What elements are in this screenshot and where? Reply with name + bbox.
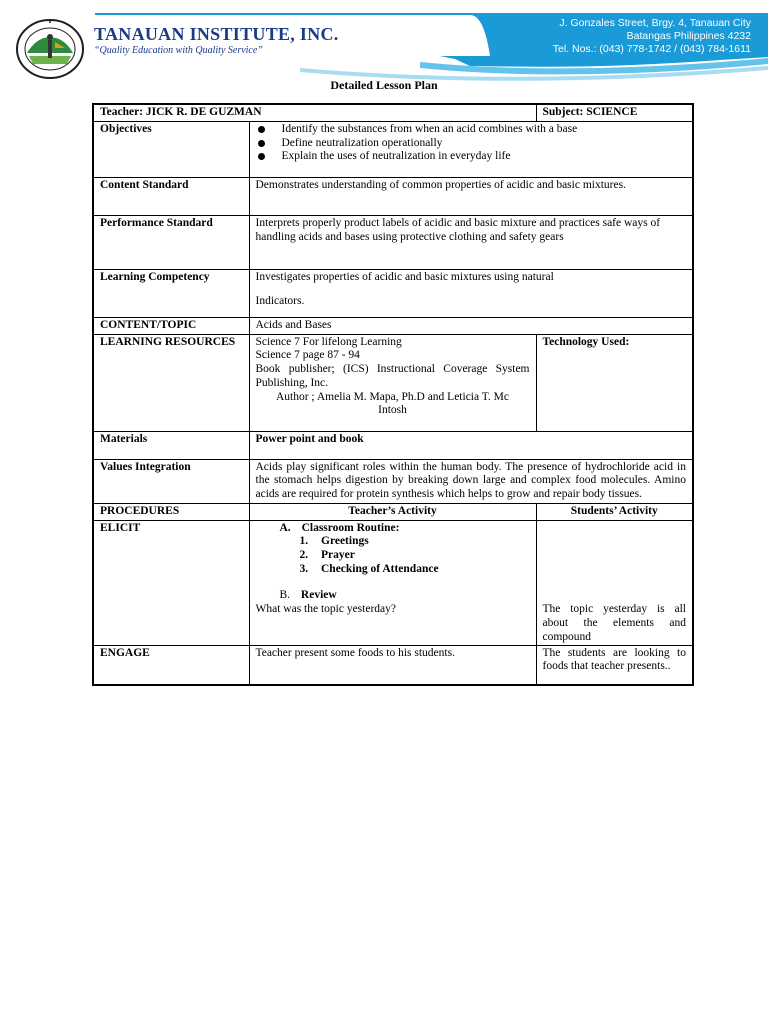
content-standard-text: Demonstrates understanding of common properties of acidic and basic mixtures. [249, 178, 693, 216]
item-marker: 3. [299, 562, 309, 575]
content-topic-label: CONTENT/TOPIC [93, 318, 249, 335]
teacher-activity-header: Teacher’s Activity [249, 503, 536, 520]
content-topic-text: Acids and Bases [249, 318, 693, 335]
objective-item: Define neutralization operationally [256, 137, 687, 151]
engage-row [93, 645, 693, 685]
objectives-row [93, 122, 693, 178]
routine-item-text: Checking of Attendance [321, 562, 439, 575]
objectives-label: Objectives [93, 122, 249, 178]
performance-standard-row [93, 216, 693, 270]
letterhead [0, 0, 768, 84]
document-title: Detailed Lesson Plan [330, 78, 438, 92]
address-line-1: J. Gonzales Street, Brgy. 4, Tanauan City [559, 17, 751, 29]
item-marker: B. [279, 589, 291, 602]
subject-cell: Subject: SCIENCE [536, 104, 693, 122]
procedures-header-row [93, 503, 693, 520]
engage-teacher-text: Teacher present some foods to his students. [249, 645, 536, 685]
learning-resources-cell [249, 334, 536, 431]
elicit-teacher-cell [249, 520, 536, 645]
elicit-student-answer: The topic yesterday is all about the elements and compound [536, 520, 693, 645]
materials-label: Materials [93, 431, 249, 459]
contact-block [553, 17, 751, 56]
content-standard-row [93, 178, 693, 216]
learning-resources-label: LEARNING RESOURCES [93, 334, 249, 431]
classroom-routine-heading [256, 522, 530, 536]
resource-publisher: Book publisher; (ICS) Instructional Coverage System Publishing, Inc. [255, 363, 530, 389]
students-activity-header: Students’ Activity [536, 503, 693, 520]
materials-text: Power point and book [249, 431, 693, 459]
teacher-cell: Teacher: JICK R. DE GUZMAN [93, 104, 536, 122]
learning-resources-row [93, 334, 693, 431]
objectives-cell [249, 122, 693, 178]
review-question: What was the topic yesterday? [255, 603, 396, 616]
learning-competency-label: Learning Competency [93, 270, 249, 318]
engage-student-text: The students are looking to foods that teacher presents.. [536, 645, 693, 685]
engage-label: ENGAGE [93, 645, 249, 685]
routine-item [256, 535, 530, 549]
review-heading [256, 589, 530, 603]
school-seal-logo [15, 18, 85, 80]
objectives-list [256, 123, 687, 164]
routine-item-text: Greetings [321, 535, 369, 548]
technology-used-label: Technology Used: [536, 334, 693, 431]
learning-competency-cell [249, 270, 693, 318]
performance-standard-text: Interprets properly product labels of acidic and basic mixture and practices safe ways of handling acids and bases using protective clothing and safety gears [249, 216, 693, 270]
objective-item: Explain the uses of neutralization in everyday life [256, 150, 687, 164]
materials-row [93, 431, 693, 459]
phone-numbers: Tel. Nos.: (043) 778-1742 / (043) 784-1611 [552, 43, 751, 55]
learning-competency-text: Investigates properties of acidic and basic mixtures using natural [255, 271, 554, 283]
item-marker: 2. [299, 548, 309, 561]
values-integration-text: Acids play significant roles within the human body. The presence of hydrochloride acid in the stomach helps digestion by breaking down large and complex food molecules. Amino acids are required for protein synthesis which helps to grow and repair body tissues. [249, 459, 693, 503]
routine-item-text: Prayer [321, 548, 355, 561]
performance-standard-label: Performance Standard [93, 216, 249, 270]
routine-item [256, 563, 530, 577]
content-standard-label: Content Standard [93, 178, 249, 216]
elicit-row [93, 520, 693, 645]
content-topic-row [93, 318, 693, 335]
teacher-row [93, 104, 693, 122]
classroom-routine-title: Classroom Routine: [301, 521, 400, 534]
resource-line: Science 7 For lifelong Learning [255, 335, 402, 348]
procedures-label: PROCEDURES [93, 503, 249, 520]
values-integration-label: Values Integration [93, 459, 249, 503]
review-title: Review [300, 589, 337, 602]
item-marker: 1. [299, 535, 309, 548]
school-motto: “Quality Education with Quality Service” [94, 45, 263, 56]
objective-item: Identify the substances from when an acid combines with a base [256, 123, 687, 137]
elicit-label: ELICIT [93, 520, 249, 645]
learning-competency-text-2: Indicators. [255, 294, 305, 307]
resource-author: Author ; Amelia M. Mapa, Ph.D and Leticia T. Mc Intosh [275, 390, 510, 417]
address-line-2: Batangas Philippines 4232 [626, 30, 751, 42]
values-integration-row [93, 459, 693, 503]
school-name: TANAUAN INSTITUTE, INC. [94, 24, 339, 44]
routine-item [256, 549, 530, 563]
resource-line: Science 7 page 87 - 94 [255, 349, 360, 362]
item-marker: A. [279, 521, 291, 534]
lesson-plan-table [92, 103, 694, 686]
learning-competency-row [93, 270, 693, 318]
